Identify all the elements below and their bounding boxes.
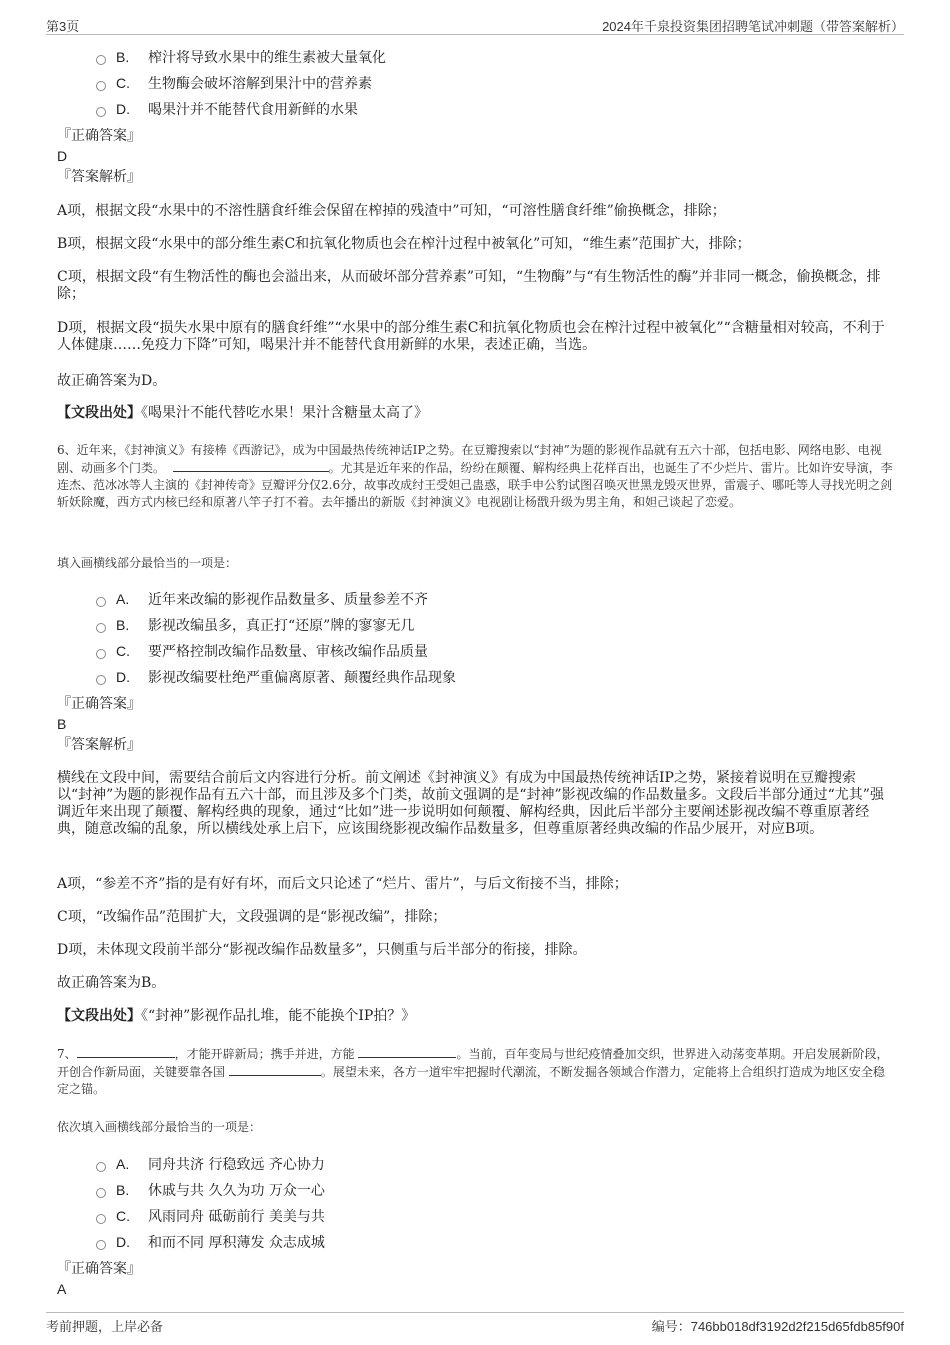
q7-option-d[interactable]: D. 和而不同 厚积薄发 众志成城 (96, 1232, 325, 1252)
q5-option-b[interactable]: B. 榨汁将导致水果中的维生素被大量氧化 (96, 47, 386, 67)
q5-option-c[interactable]: C. 生物酶会破坏溶解到果汁中的营养素 (96, 73, 372, 93)
q7-answer-label: 『正确答案』 (57, 1261, 141, 1277)
q5-conclusion: 故正确答案为D。 (57, 373, 167, 389)
q7-option-a[interactable]: A. 同舟共济 行稳致远 齐心协力 (96, 1154, 325, 1174)
radio-icon[interactable] (96, 55, 106, 65)
q7-blank-2[interactable] (358, 1045, 456, 1058)
q6-analysis-d: D项，未体现文段前半部分“影视改编作品数量多”，只侧重与后半部分的衔接，排除。 (57, 942, 587, 958)
q6-option-c[interactable]: C. 要严格控制改编作品数量、审核改编作品质量 (96, 641, 428, 661)
radio-icon[interactable] (96, 675, 106, 685)
q6-analysis-c: C项，“改编作品”范围扩大，文段强调的是“影视改编”，排除； (57, 909, 447, 925)
radio-icon[interactable] (96, 81, 106, 91)
q6-prompt: 填入画横线部分最恰当的一项是： (57, 556, 238, 570)
q5-analysis-label: 『答案解析』 (57, 169, 141, 185)
q5-analysis-d: D项，根据文段“损失水果中原有的膳食纤维”“水果中的部分维生素C和抗氧化物质也会在榨汁过程中被氧化”“含糖量相对较高，不利于人体健康……免疫力下降”可知，喝果汁并不能替代食用新鲜的水果，表述正确，当选。 (57, 320, 885, 353)
radio-icon[interactable] (96, 1188, 106, 1198)
q5-answer: D (57, 148, 68, 164)
q6-stem: 6、近年来，《封神演义》有接棒《西游记》，成为中国最热传统神话IP之势。在豆瓣搜索以“封神”为题的影视作品就有五六十部，包括电影、网络电影、电视剧、动画多个门类。 。尤其是近年来的作品，纷纷在颠覆、解构经典上花样百出，也诞生了不少烂片、雷片。比如许安导演，李连杰、范冰冰等人主演的《封神传奇》豆瓣评分仅2.6分，故事改成纣王受妲己蛊惑，联手申公豹试图召唤灭世黑龙毁灭世界，雷震子、哪吒等人寻找光明之剑斩妖除魔，西方式内核已经和原著八竿子打不着。去年播出的新版《封神演义》电视剧让杨戬升级为男主角，和妲己谈起了恋爱。 (57, 443, 893, 509)
q5-answer-label: 『正确答案』 (57, 128, 141, 144)
radio-icon[interactable] (96, 1214, 106, 1224)
source-title: 《喝果汁不能代替吃水果！果汁含糖量太高了》 (141, 405, 428, 421)
q6-option-a[interactable]: A. 近年来改编的影视作品数量多、质量参差不齐 (96, 589, 428, 609)
q7-prompt: 依次填入画横线部分最恰当的一项是： (57, 1120, 262, 1134)
q6-blank[interactable] (173, 459, 329, 472)
radio-icon[interactable] (96, 649, 106, 659)
radio-icon[interactable] (96, 597, 106, 607)
q6-answer: B (57, 716, 67, 732)
q7-blank-3[interactable] (229, 1063, 321, 1076)
q7-option-b[interactable]: B. 休戚与共 久久为功 万众一心 (96, 1180, 325, 1200)
radio-icon[interactable] (96, 1162, 106, 1172)
radio-icon[interactable] (96, 623, 106, 633)
q7-blank-1[interactable] (77, 1045, 175, 1058)
document-code: 编号：746bb018df3192d2f215d65fdb85f90f (651, 1319, 904, 1334)
q6-conclusion: 故正确答案为B。 (57, 975, 166, 991)
q6-option-b[interactable]: B. 影视改编虽多，真正打“还原”牌的寥寥无几 (96, 615, 414, 635)
q6-analysis-a: A项，“参差不齐”指的是有好有坏，而后文只论述了“烂片、雷片”，与后文衔接不当，排除； (57, 876, 628, 892)
page-footer (46, 1312, 904, 1333)
source-label: 【文段出处】 (57, 405, 141, 421)
q6-analysis-main: 横线在文段中间，需要结合前后文内容进行分析。前文阐述《封神演义》有成为中国最热传统神话IP之势，紧接着说明在豆瓣搜索以“封神”为题的影视作品有五六十部，而且涉及多个门类，故前文强调的是“封神”影视改编的作品数量多。文段后半部分通过“尤其”强调近年来出现了颠覆、解构经典的现象，通过“比如”进一步说明如何颠覆、解构经典，因此后半部分主要阐述影视改编不尊重原著经典，随意改编的乱象，所以横线处承上启下，应该围绕影视改编作品数量多，但尊重原著经典改编的作品少展开，对应B项。 (57, 770, 884, 837)
source-label: 【文段出处】 (57, 1008, 141, 1024)
q5-analysis-b: B项，根据文段“水果中的部分维生素C和抗氧化物质也会在榨汁过程中被氧化”可知，“维生素”范围扩大，排除； (57, 236, 751, 252)
q5-source (57, 403, 428, 423)
q5-analysis-c: C项，根据文段“有生物活性的酶也会溢出来，从而破坏部分营养素”可知，“生物酶”与“有生物活性的酶”并非同一概念，偷换概念，排除； (57, 269, 881, 302)
q7-stem: 7、 ，才能开辟新局；携手并进，方能 。当前，百年变局与世纪疫情叠加交织，世界进入动荡变革期。开启发展新阶段，开创合作新局面，关键要靠各国 。展望未来，各方一道牢牢把握时代潮流，不断发掘各领域合作潜力，定能将上合组织打造成为地区安全稳定之锚。 (57, 1047, 889, 1096)
q6-answer-label: 『正确答案』 (57, 696, 141, 712)
radio-icon[interactable] (96, 107, 106, 117)
page-header (46, 14, 904, 35)
source-title: 《“封神”影视作品扎堆，能不能换个IP拍？》 (141, 1008, 416, 1024)
radio-icon[interactable] (96, 1240, 106, 1250)
q6-option-d[interactable]: D. 影视改编要杜绝严重偏离原著、颠覆经典作品现象 (96, 667, 456, 687)
q6-source (57, 1006, 415, 1026)
footer-slogan: 考前押题，上岸必备 (46, 1320, 164, 1335)
document-title: 2024年千泉投资集团招聘笔试冲刺题（带答案解析） (602, 19, 904, 34)
q5-option-d[interactable]: D. 喝果汁并不能替代食用新鲜的水果 (96, 99, 358, 119)
q5-analysis-a: A项，根据文段“水果中的不溶性膳食纤维会保留在榨掉的残渣中”可知，“可溶性膳食纤维”偷换概念，排除； (57, 203, 726, 219)
q7-option-c[interactable]: C. 风雨同舟 砥砺前行 美美与共 (96, 1206, 325, 1226)
page-number: 第3页 (46, 19, 80, 34)
q6-analysis-label: 『答案解析』 (57, 737, 141, 753)
q7-answer: A (57, 1281, 67, 1297)
